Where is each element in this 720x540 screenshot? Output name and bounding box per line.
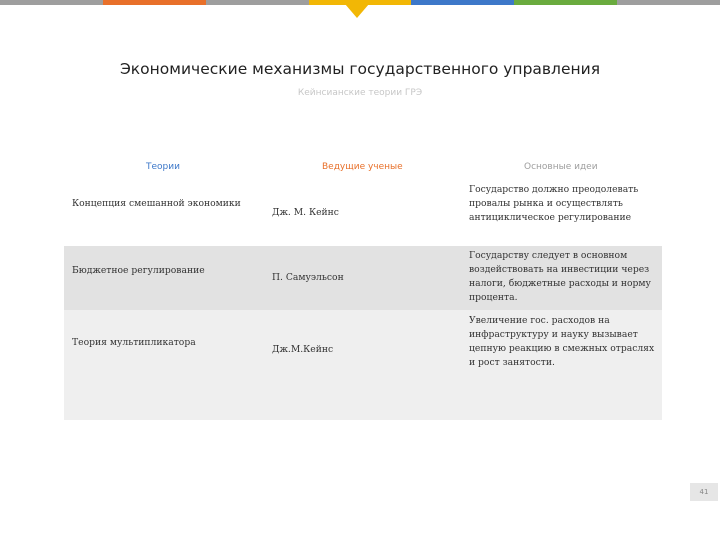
page-number: 41 (690, 483, 718, 501)
slide-subtitle: Кейнсианские теории ГРЭ (297, 88, 423, 98)
table-row (64, 182, 662, 246)
scientist-cell: Дж.М.Кейнс (272, 344, 334, 355)
table-row (64, 310, 662, 420)
header-theories: Теории (146, 162, 180, 172)
idea-cell: Государству следует в основном воздействовать на инвестиции через налоги, бюджетные расходы и норму процента. (469, 250, 651, 303)
triangle-pointer-icon (345, 4, 369, 18)
table-row (64, 246, 662, 310)
header-ideas: Основные идеи (524, 162, 598, 172)
accent-segment (617, 0, 720, 5)
scientist-cell: Дж. М. Кейнс (272, 207, 339, 218)
theory-cell: Бюджетное регулирование (72, 265, 205, 276)
header-scientists: Ведущие ученые (322, 162, 403, 172)
theory-cell: Концепция смешанной экономики (72, 198, 241, 209)
accent-segment (206, 0, 309, 5)
accent-segment (514, 0, 617, 5)
accent-segment (411, 0, 514, 5)
theories-table (64, 158, 662, 420)
idea-cell: Увеличение гос. расходов на инфраструктуру и науку вызывает цепную реакцию в смежных отраслях и рост занятости. (469, 315, 655, 368)
table-header (64, 158, 662, 182)
accent-segment (0, 0, 103, 5)
accent-segment (103, 0, 206, 5)
idea-cell: Государство должно преодолевать провалы рынка и осуществлять антициклическое регулирование (469, 184, 639, 223)
theory-cell: Теория мультипликатора (72, 337, 196, 348)
scientist-cell: П. Самуэльсон (272, 272, 344, 283)
slide-title: Экономические механизмы государственного управления (119, 60, 601, 78)
